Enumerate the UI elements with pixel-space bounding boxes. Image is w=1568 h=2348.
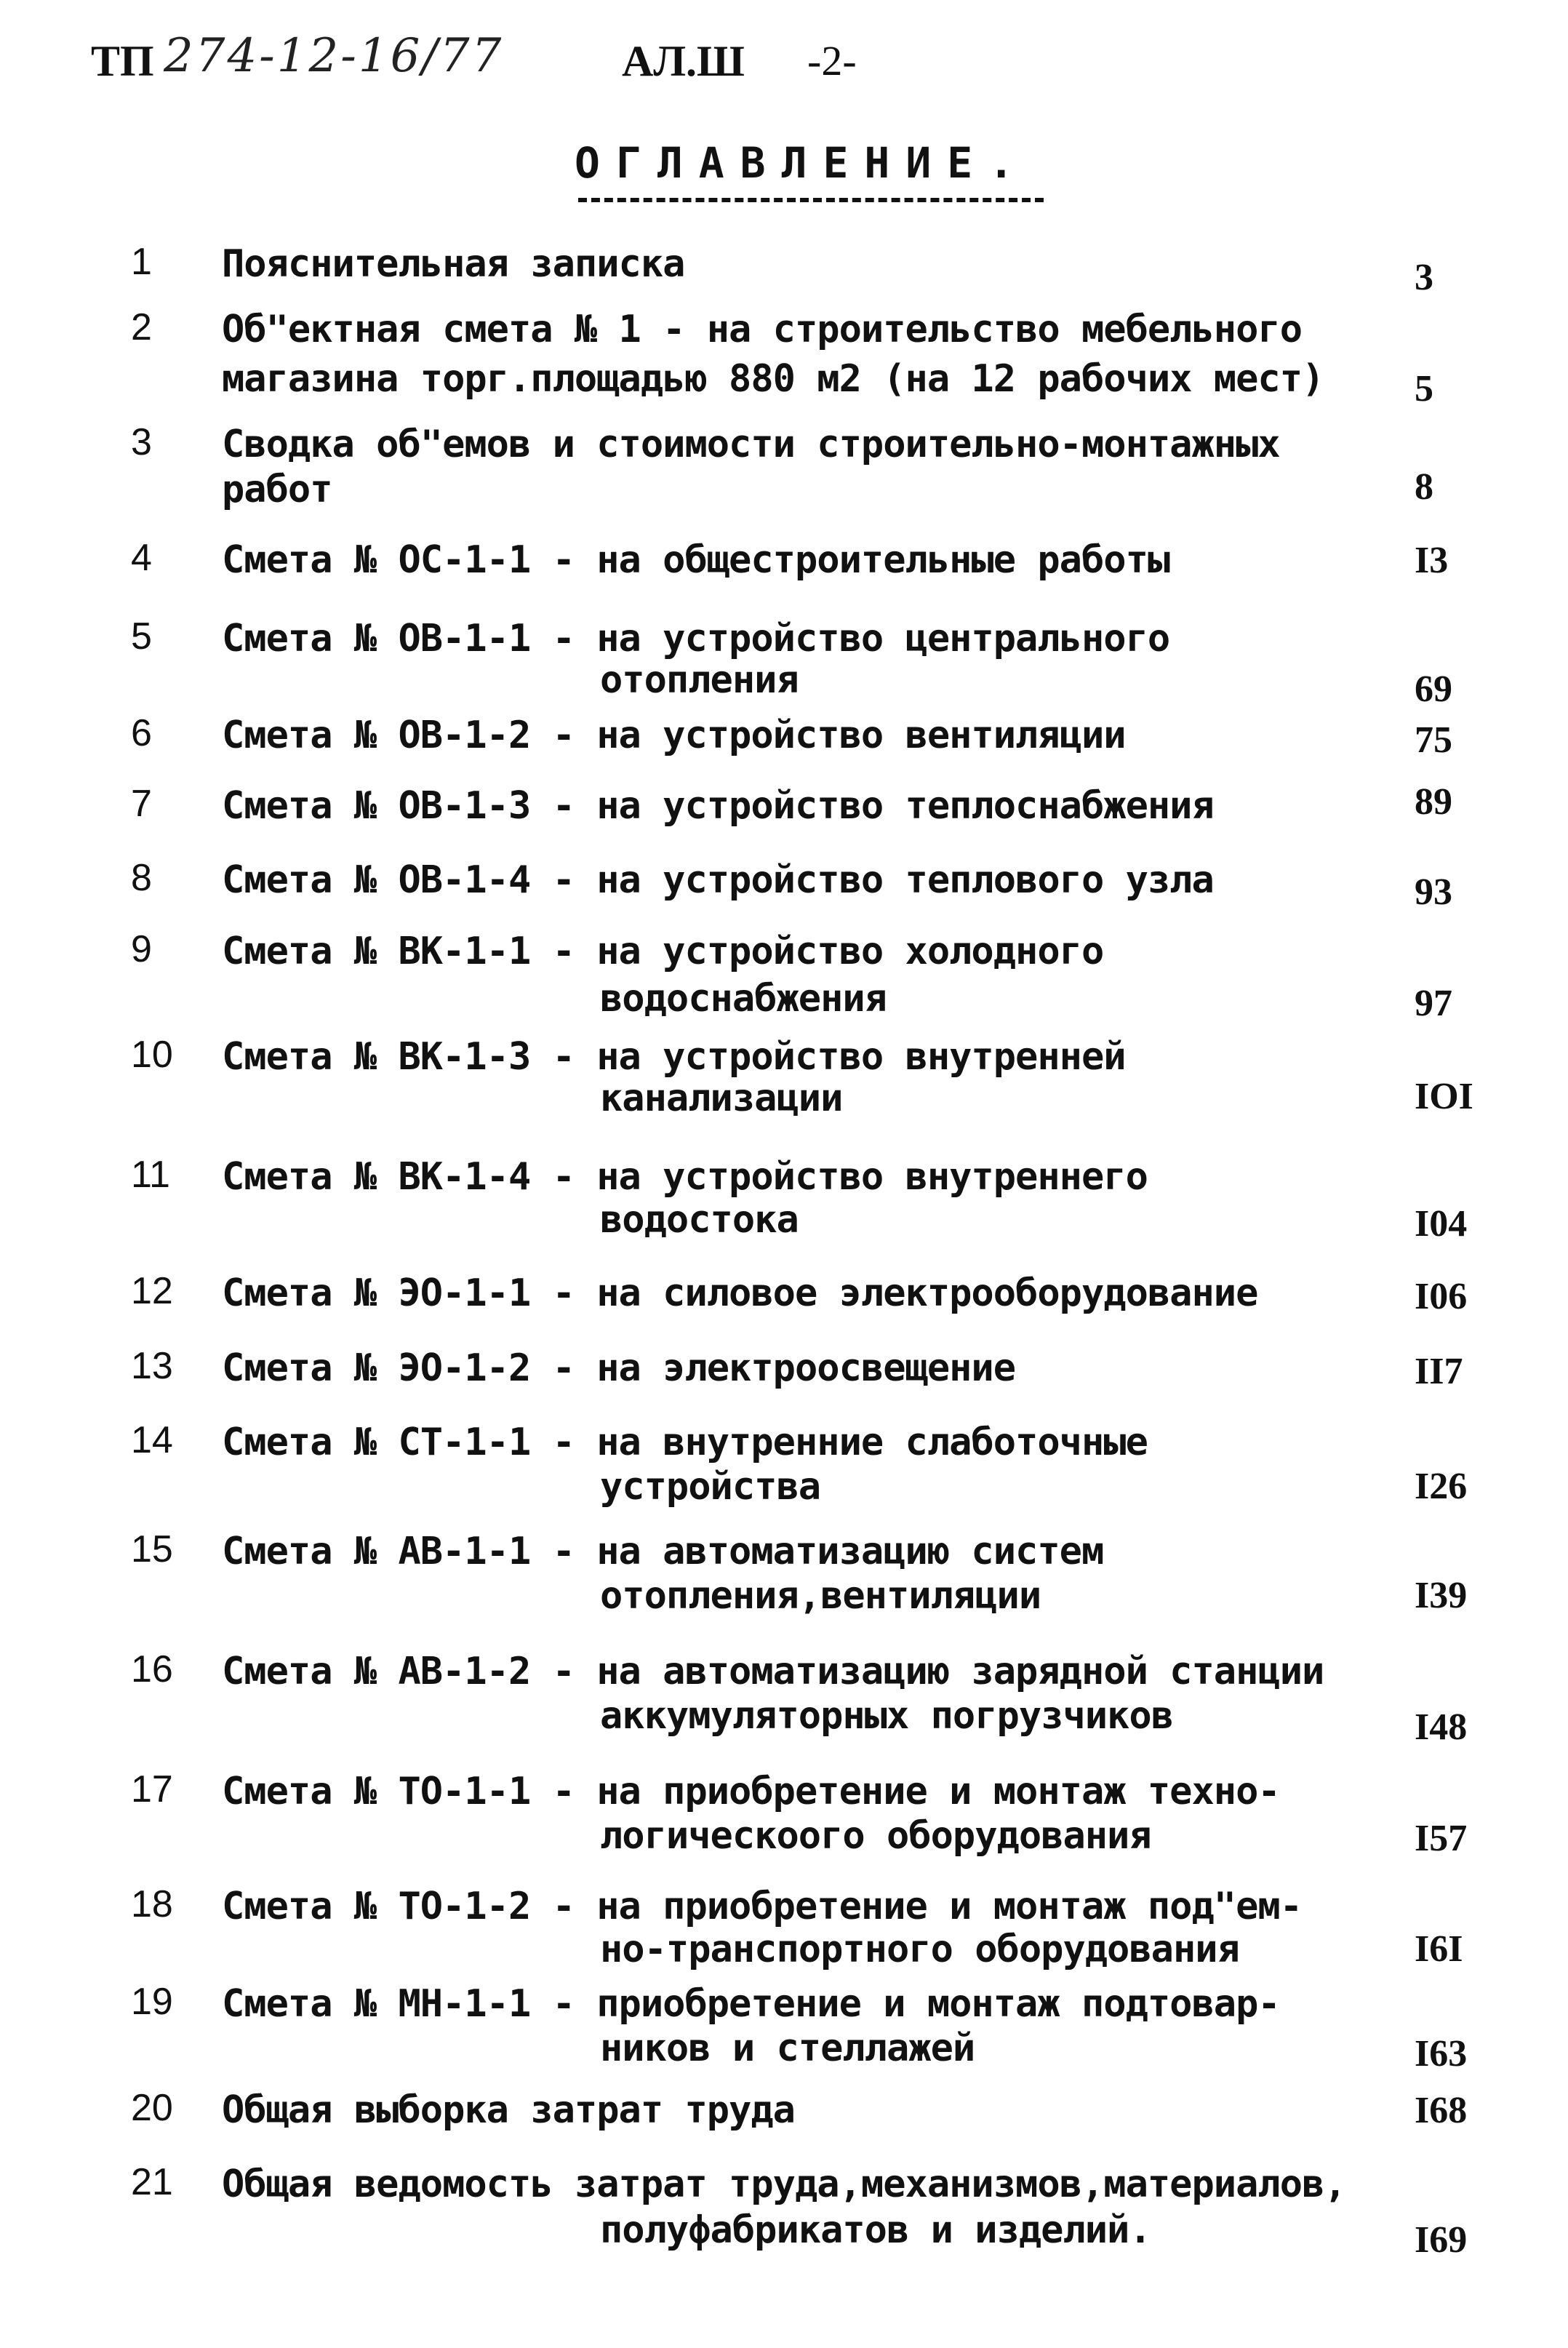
- entry-number: 15: [131, 1528, 173, 1570]
- entry-page: 89: [1415, 781, 1452, 823]
- entry-title: Смета № ОС-1-1 - на общестроительные работы: [222, 538, 1170, 582]
- entry-title: Смета № ВК-1-4 - на устройство внутреннего: [222, 1155, 1148, 1199]
- entry-number: 21: [131, 2161, 173, 2203]
- entry-page: IOI: [1415, 1076, 1473, 1117]
- entry-number: 6: [131, 712, 152, 754]
- entry-title-continued: полуфабрикатов и изделий.: [600, 2208, 1151, 2252]
- entry-title: Смета № ВК-1-3 - на устройство внутренней: [222, 1035, 1126, 1079]
- title-underline: [578, 198, 1044, 202]
- page-title: ОГЛАВЛЕНИЕ.: [575, 138, 1031, 188]
- entry-page: I04: [1415, 1203, 1468, 1245]
- entry-title: Общая выборка затрат труда: [222, 2088, 795, 2132]
- entry-number: 1: [131, 241, 152, 283]
- entry-number: 4: [131, 537, 152, 579]
- entry-title-continued: водостока: [600, 1198, 799, 1242]
- entry-page: I63: [1415, 2033, 1468, 2075]
- entry-title: Смета № ЭО-1-2 - на электроосвещение: [222, 1346, 1016, 1390]
- entry-number: 3: [131, 421, 152, 463]
- entry-title: Общая ведомость затрат труда,механизмов,материалов,: [222, 2163, 1346, 2206]
- entry-title: Сводка об"емов и стоимости строительно-монтажных: [222, 423, 1280, 466]
- doc-prefix: ТП: [91, 37, 154, 85]
- page-number: -2-: [807, 37, 857, 84]
- entry-page: 97: [1415, 983, 1452, 1024]
- entry-title: Смета № СТ-1-1 - на внутренние слаботочные: [222, 1421, 1148, 1464]
- entry-title: Смета № ВК-1-1 - на устройство холодного: [222, 930, 1104, 973]
- entry-title: Об"ектная смета № 1 - на строительство мебельного: [222, 308, 1303, 351]
- entry-number: 20: [131, 2087, 173, 2129]
- entry-title-continued: отопления,вентиляции: [600, 1574, 1041, 1618]
- entry-title-continued: логическоого оборудования: [600, 1814, 1151, 1858]
- entry-page: I6I: [1415, 1928, 1463, 1970]
- entry-number: 9: [131, 928, 152, 970]
- entry-number: 17: [131, 1768, 173, 1810]
- entry-title: Смета № МН-1-1 - приобретение и монтаж подтовар-: [222, 1982, 1280, 2026]
- entry-page: II7: [1415, 1351, 1463, 1392]
- entry-number: 19: [131, 1981, 173, 2023]
- entry-page: I06: [1415, 1276, 1468, 1317]
- entry-title-continued: ников и стеллажей: [600, 2026, 975, 2070]
- entry-title: Смета № ОВ-1-4 - на устройство теплового узла: [222, 858, 1214, 902]
- entry-number: 16: [131, 1648, 173, 1690]
- entry-number: 11: [131, 1154, 170, 1196]
- entry-title-continued: работ: [222, 468, 332, 511]
- entry-title-continued: устройства: [600, 1465, 821, 1509]
- entry-title: Смета № АВ-1-2 - на автоматизацию зарядной станции: [222, 1650, 1324, 1693]
- entry-title-continued: канализации: [600, 1077, 843, 1120]
- entry-number: 14: [131, 1419, 173, 1461]
- entry-title: Смета № ОВ-1-2 - на устройство вентиляции: [222, 714, 1126, 757]
- entry-page: I26: [1415, 1466, 1468, 1507]
- entry-title: Смета № ЭО-1-1 - на силовое электрооборудование: [222, 1271, 1258, 1315]
- entry-number: 10: [131, 1034, 173, 1076]
- entry-page: 3: [1415, 257, 1433, 298]
- entry-title: Смета № ТО-1-1 - на приобретение и монтаж техно-: [222, 1770, 1280, 1813]
- entry-number: 5: [131, 615, 152, 658]
- entry-page: I3: [1415, 540, 1449, 581]
- entry-title: Смета № ТО-1-2 - на приобретение и монтаж под"ем-: [222, 1885, 1303, 1928]
- entry-page: 8: [1415, 466, 1433, 508]
- entry-page: I69: [1415, 2219, 1468, 2261]
- entry-page: 93: [1415, 871, 1452, 913]
- doc-number-handwritten: 274-12-16/77: [164, 29, 504, 83]
- entry-page: I39: [1415, 1575, 1468, 1616]
- entry-number: 8: [131, 857, 152, 899]
- entry-title-continued: отопления: [600, 658, 799, 702]
- entry-title-continued: водоснабжения: [600, 977, 887, 1021]
- sheet-label: АЛ.Ш: [622, 37, 745, 85]
- entry-page: I57: [1415, 1818, 1468, 1859]
- entry-page: 5: [1415, 368, 1433, 410]
- entry-number: 12: [131, 1270, 173, 1312]
- entry-title: Смета № АВ-1-1 - на автоматизацию систем: [222, 1530, 1104, 1573]
- entry-number: 18: [131, 1883, 173, 1925]
- entry-page: 69: [1415, 668, 1452, 710]
- entry-number: 7: [131, 783, 152, 825]
- entry-number: 13: [131, 1345, 173, 1387]
- entry-page: 75: [1415, 719, 1452, 761]
- entry-page: I48: [1415, 1706, 1468, 1748]
- entry-title-continued: но-транспортного оборудования: [600, 1928, 1239, 1971]
- entry-title: Смета № ОВ-1-1 - на устройство центрального: [222, 617, 1170, 660]
- entry-title: Смета № ОВ-1-3 - на устройство теплоснабжения: [222, 784, 1214, 828]
- entry-title: Пояснительная записка: [222, 242, 685, 286]
- entry-title-continued: магазина торг.площадью 880 м2 (на 12 рабочих мест): [222, 357, 1324, 401]
- entry-number: 2: [131, 306, 152, 348]
- entry-page: I68: [1415, 2090, 1468, 2131]
- entry-title-continued: аккумуляторных погрузчиков: [600, 1694, 1173, 1738]
